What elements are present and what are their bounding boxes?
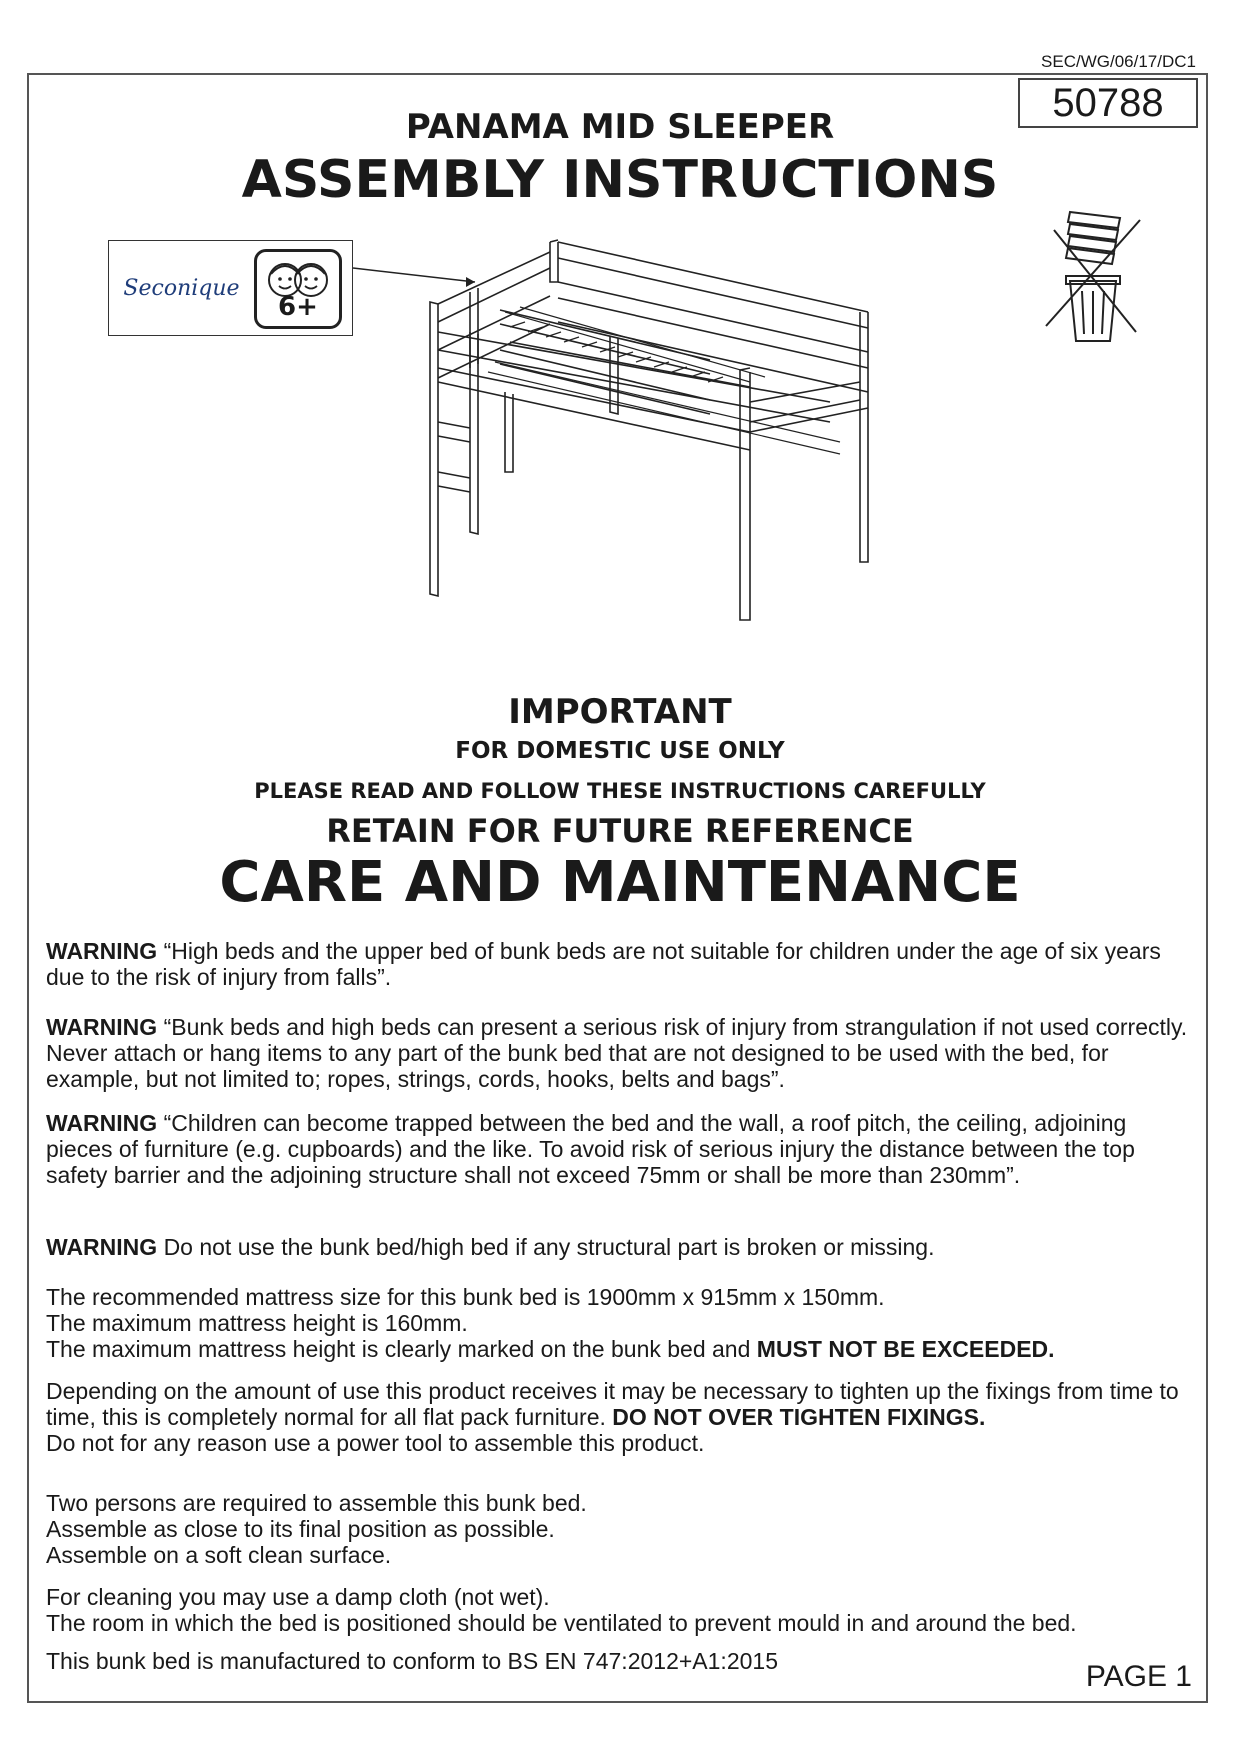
warning-entrapment: [46, 1110, 1196, 1188]
retain-notice: RETAIN FOR FUTURE REFERENCE: [326, 812, 914, 850]
warning-text: “Bunk beds and high beds can present a serious risk of injury from strangulation if not used correctly. Never attach or hang items to any part of the bunk bed that are not designed to be used with the bed, for example, but not limited to; ropes, strings, cords, hooks, belts and bags”.: [46, 1014, 1188, 1092]
ventilation-notice: The room in which the bed is positioned should be ventilated to prevent mould in and around the bed.: [46, 1610, 1077, 1636]
fixings-info: [46, 1378, 1196, 1456]
assembly-surface: Assemble on a soft clean surface.: [46, 1542, 392, 1568]
assembly-position: Assemble as close to its final position as possible.: [46, 1516, 555, 1542]
warning-text: Do not use the bunk bed/high bed if any structural part is broken or missing.: [163, 1234, 935, 1260]
conformity-statement: This bunk bed is manufactured to conform to BS EN 747:2012+A1:2015: [46, 1648, 778, 1674]
page-title: ASSEMBLY INSTRUCTIONS: [241, 150, 999, 210]
warning-label: WARNING: [46, 1110, 158, 1136]
care-maintenance-heading: CARE AND MAINTENANCE: [219, 850, 1021, 915]
product-name: PANAMA MID SLEEPER: [405, 107, 835, 147]
cleaning-info: [46, 1584, 1196, 1636]
age-label: 6+: [278, 292, 318, 322]
brand-logo: Seconique: [123, 276, 240, 301]
warning-falls: [46, 938, 1196, 990]
power-tool-notice: Do not for any reason use a power tool to assemble this product.: [46, 1430, 705, 1456]
product-code: 50788: [1018, 78, 1198, 128]
warning-label: WARNING: [46, 938, 158, 964]
warning-text: “Children can become trapped between the bed and the wall, a roof pitch, the ceiling, adjoining pieces of furniture (e.g. cupboards) and the like. To avoid risk of serious injury the distance between the top safety barrier and the adjoining structure shall not exceed 75mm or shall be more than 230mm”.: [46, 1110, 1135, 1188]
fixings-text: Depending on the amount of use this product receives it may be necessary to tighten up the fixings from time to time, this is completely normal for all flat pack furniture. DO NOT OVER TIGHTEN FIXINGS.: [46, 1378, 1179, 1430]
domestic-use-notice: FOR DOMESTIC USE ONLY: [455, 738, 785, 764]
no-disposal-icon: [1040, 206, 1150, 346]
mattress-size: The recommended mattress size for this bunk bed is 1900mm x 915mm x 150mm.: [46, 1284, 885, 1310]
document-code: SEC/WG/06/17/DC1: [1041, 52, 1196, 71]
mid-sleeper-bed-illustration: [410, 232, 970, 662]
mattress-max-height: The maximum mattress height is 160mm.: [46, 1310, 468, 1336]
assembly-persons: Two persons are required to assemble this bunk bed.: [46, 1490, 587, 1516]
warning-structural: [46, 1234, 1196, 1260]
warning-text: “High beds and the upper bed of bunk beds are not suitable for children under the age of six years due to the risk of injury from falls”.: [46, 938, 1161, 990]
mattress-info: [46, 1284, 1196, 1362]
warning-label: WARNING: [46, 1234, 158, 1260]
important-heading: IMPORTANT: [508, 692, 732, 732]
warning-strangulation: [46, 1014, 1196, 1092]
page-number: PAGE 1: [1085, 1660, 1192, 1693]
warning-label: WARNING: [46, 1014, 158, 1040]
read-instructions-notice: PLEASE READ AND FOLLOW THESE INSTRUCTIONS CAREFULLY: [254, 779, 986, 803]
assembly-info: [46, 1490, 1196, 1568]
mattress-marking: The maximum mattress height is clearly marked on the bunk bed and MUST NOT BE EXCEEDED.: [46, 1336, 1055, 1362]
cleaning-cloth: For cleaning you may use a damp cloth (not wet).: [46, 1584, 550, 1610]
